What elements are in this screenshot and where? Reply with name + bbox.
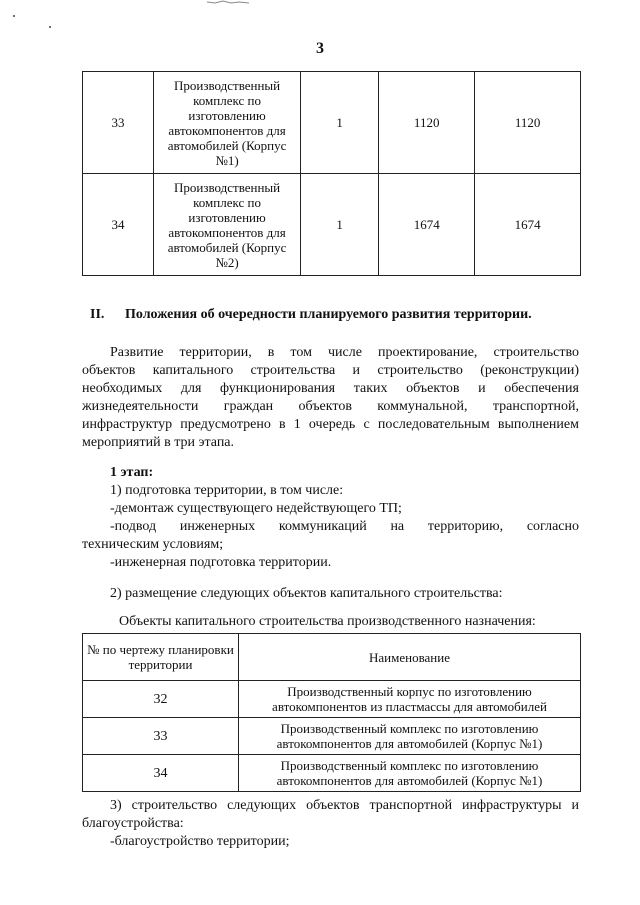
- table-row: [83, 72, 581, 174]
- paragraph-line: 3) строительство следующих объектов транспортной инфраструктуры и: [110, 798, 579, 813]
- row-number: 34: [83, 174, 154, 276]
- scan-dot: [13, 15, 15, 17]
- table-row: [83, 718, 581, 755]
- paragraph-line: жизнедеятельности граждан объектов коммунальной, транспортной,: [82, 399, 579, 414]
- objects-table-title: Объекты капитального строительства производственного назначения:: [119, 614, 536, 629]
- item-3-paragraph: [82, 797, 579, 833]
- paragraph-line: инфраструктур предусмотрено в 1 очередь с последовательным выполнением: [82, 417, 579, 432]
- section-number: II.: [90, 307, 105, 322]
- continuation-table: [82, 71, 581, 276]
- stage-item-1: 1) подготовка территории, в том числе:: [110, 483, 344, 498]
- value-1: 1120: [379, 72, 475, 174]
- paragraph-line: Развитие территории, в том числе проектирование, строительство: [110, 345, 579, 360]
- stage-bullet: [110, 518, 579, 536]
- section-title: Положения об очередности планируемого развития территории.: [125, 307, 532, 322]
- paragraph-line: объектов капитального строительства и строительство (реконструкции): [82, 363, 579, 378]
- stage-bullet: -демонтаж существующего недействующего ТП;: [110, 501, 402, 516]
- quantity: 1: [301, 174, 379, 276]
- stage-item-2: 2) размещение следующих объектов капитального строительства:: [110, 586, 503, 601]
- value-2: 1674: [475, 174, 581, 276]
- row-number: 33: [83, 72, 154, 174]
- row-number: 33: [83, 718, 239, 755]
- table-row: [83, 174, 581, 276]
- value-2: 1120: [475, 72, 581, 174]
- column-header-name: Наименование: [239, 634, 581, 681]
- quantity: 1: [301, 72, 379, 174]
- column-header-number: № по чертежу планировки территории: [83, 634, 239, 681]
- scan-dot: [49, 26, 51, 28]
- object-name: Производственный комплекс по изготовлению автокомпонентов для автомобилей (Корпус №1): [153, 72, 300, 174]
- object-name: Производственный комплекс по изготовлению автокомпонентов для автомобилей (Корпус №1): [239, 755, 581, 792]
- object-name: Производственный корпус по изготовлению автокомпонентов из пластмассы для автомобилей: [239, 681, 581, 718]
- object-name: Производственный комплекс по изготовлению автокомпонентов для автомобилей (Корпус №2): [153, 174, 300, 276]
- row-number: 34: [83, 755, 239, 792]
- stage-bullet: -инженерная подготовка территории.: [110, 555, 332, 570]
- paragraph-line: благоустройства:: [82, 816, 184, 831]
- stage-heading: 1 этап:: [110, 465, 154, 480]
- object-name: Производственный комплекс по изготовлению автокомпонентов для автомобилей (Корпус №1): [239, 718, 581, 755]
- page-number: 3: [316, 40, 324, 57]
- section-heading: [90, 307, 532, 323]
- table-row: [83, 755, 581, 792]
- value-1: 1674: [379, 174, 475, 276]
- table-header-row: [83, 634, 581, 681]
- table-row: [83, 681, 581, 718]
- objects-table: [82, 633, 581, 792]
- paragraph-line: мероприятий в три этапа.: [82, 435, 235, 450]
- row-number: 32: [83, 681, 239, 718]
- intro-paragraph: [82, 344, 579, 452]
- scan-artifact: [205, 0, 251, 5]
- paragraph-line: необходимых для функционирования таких объектов и обеспечения: [82, 381, 579, 396]
- item-3-bullet: -благоустройство территории;: [110, 834, 290, 849]
- bullet-continuation: техническим условиям;: [82, 537, 224, 552]
- bullet-line: -подвод инженерных коммуникаций на территорию, согласно: [110, 519, 579, 534]
